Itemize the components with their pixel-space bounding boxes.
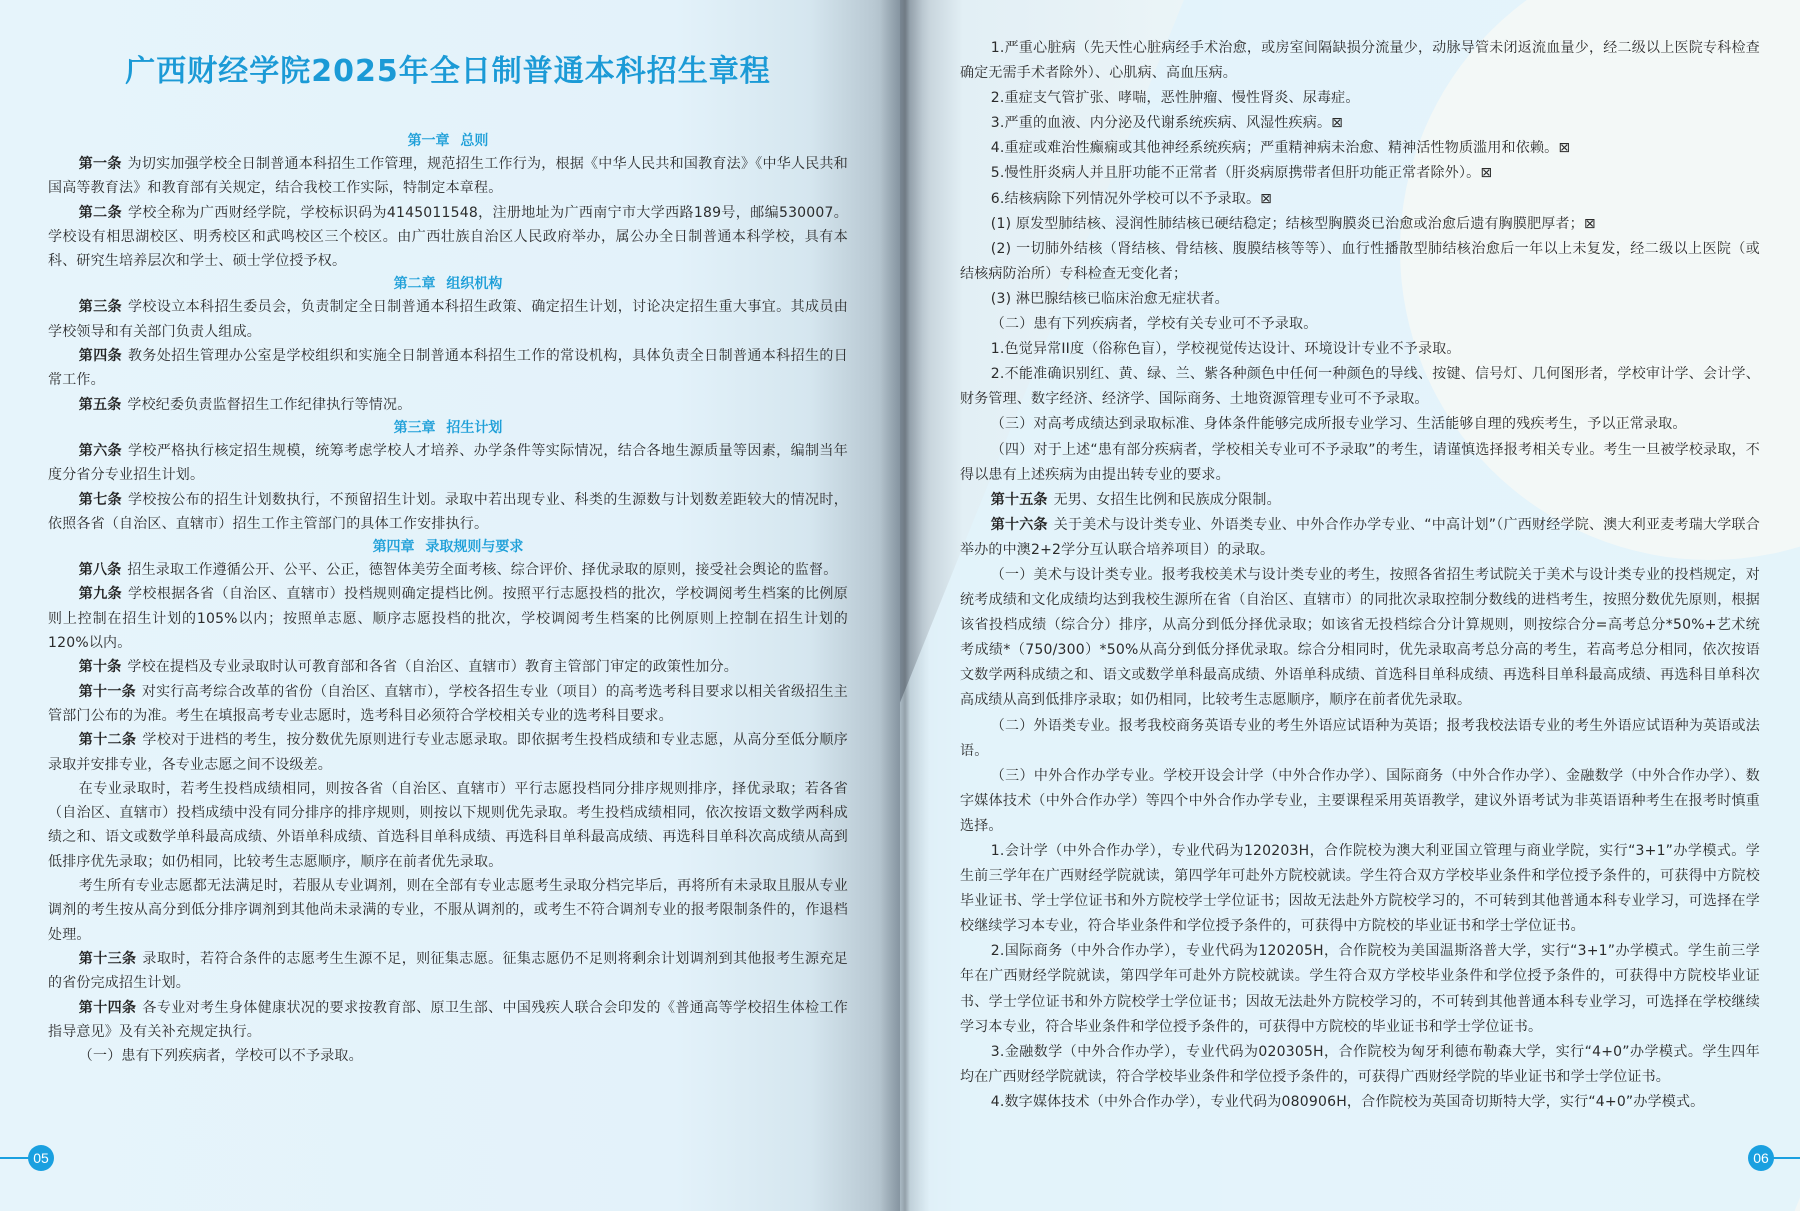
article-label: 第三条 bbox=[78, 299, 123, 316]
paragraph-text: （二）外语类专业。报考我校商务英语专业的考生外语应试语种为英语；报考我校法语专业的考生外语应试语种为英语或法语。 bbox=[960, 717, 1760, 759]
right-page-body bbox=[960, 36, 1760, 1115]
paragraph bbox=[960, 136, 1760, 161]
paragraph bbox=[48, 777, 848, 874]
article-paragraph bbox=[48, 680, 848, 729]
paragraph bbox=[960, 764, 1760, 839]
right-page-content bbox=[960, 36, 1760, 1115]
chapter-heading: 第一章 总则 bbox=[407, 133, 489, 149]
paragraph-text: 5.慢性肝炎病人并且肝功能不正常者（肝炎病原携带者但肝功能正常者除外）。⊠ bbox=[990, 165, 1493, 182]
page-number-line bbox=[0, 1157, 30, 1159]
paragraph-text: （三）对高考成绩达到录取标准、身体条件能够完成所报专业学习、生活能够自理的残疾考生，予以正常录取。 bbox=[990, 416, 1687, 433]
paragraph-text: 关于美术与设计类专业、外语类专业、中外合作办学专业、“中高计划”（广西财经学院、澳大利亚麦考瑞大学联合举办的中澳2+2学分互认联合培养项目）的录取。 bbox=[960, 516, 1760, 558]
document-title: 广西财经学院2025年全日制普通本科招生章程 bbox=[125, 54, 771, 89]
article-label: 第五条 bbox=[78, 396, 122, 413]
paragraph bbox=[960, 839, 1760, 939]
article-paragraph bbox=[48, 996, 848, 1045]
article-paragraph bbox=[48, 947, 848, 996]
paragraph-text: 1.会计学（中外合作办学），专业代码为120203H，合作院校为澳大利亚国立管理与商业学院，实行“3+1”办学模式。学生前三学年在广西财经学院就读，第四学年可赴外方院校就读。学生符合双方学校毕业条件和学位授予条件的，可获得中方院校毕业证书、学士学位证书和外方院校学士学位证书；因故无法赴外方院校学习的，不可转到其他普通本科专业学习，可选择在学校继续学习本专业，符合毕业条件和学位授予条件的，可获得中方院校的毕业证书和学士学位证书。 bbox=[960, 843, 1760, 935]
paragraph-text: (3) 淋巴腺结核已临床治愈无症状者。 bbox=[990, 290, 1229, 307]
article-paragraph bbox=[48, 152, 848, 201]
paragraph bbox=[960, 161, 1760, 186]
article-paragraph bbox=[48, 488, 848, 537]
article-paragraph bbox=[48, 582, 848, 655]
paragraph bbox=[960, 86, 1760, 111]
article-label: 第六条 bbox=[78, 442, 123, 459]
paragraph-text: （一）患有下列疾病者，学校可以不予录取。 bbox=[78, 1048, 363, 1065]
paragraph bbox=[960, 111, 1760, 136]
article-paragraph bbox=[48, 439, 848, 488]
paragraph-text: 3.严重的血液、内分泌及代谢系统疾病、风湿性疾病。⊠ bbox=[990, 115, 1344, 132]
paragraph-text: 2.国际商务（中外合作办学），专业代码为120205H，合作院校为美国温斯洛普大学，实行“3+1”办学模式。学生前三学年在广西财经学院就读，第四学年可赴外方院校就读。学生符合双方学校毕业条件和学位授予条件的，可获得中方院校毕业证书、学士学位证书和外方院校学士学位证书；因故无法赴外方院校学习的，不可转到其他普通本科专业学习，可选择在学校继续学习本专业，符合毕业条件和学位授予条件的，可获得中方院校的毕业证书和学士学位证书。 bbox=[960, 943, 1760, 1035]
article-paragraph bbox=[48, 201, 848, 274]
article-paragraph bbox=[960, 513, 1760, 563]
article-label: 第四条 bbox=[78, 348, 123, 365]
paragraph bbox=[960, 337, 1760, 362]
paragraph-text: （三）中外合作办学专业。学校开设会计学（中外合作办学）、国际商务（中外合作办学）、金融数学（中外合作办学）、数字媒体技术（中外合作办学）等四个中外合作办学专业，主要课程采用英语教学，建议外语考试为非英语语种考生在报考时慎重选择。 bbox=[960, 767, 1760, 834]
paragraph-text: (1) 原发型肺结核、浸润性肺结核已硬结稳定；结核型胸膜炎已治愈或治愈后遗有胸膜肥厚者；⊠ bbox=[990, 215, 1596, 232]
paragraph-text: （一）美术与设计类专业。报考我校美术与设计类专业的考生，按照各省招生考试院关于美术与设计类专业的投档规定，对统考成绩和文化成绩均达到我校生源所在省（自治区、直辖市）的同批次录取控制分数线的进档考生，按照分数优先原则，根据该省投档成绩（综合分）排序，从高分到低分择优录取；如该省无投档综合分计算规则，则按综合分=高考总分*50%+艺术统考成绩*（750/300）*50%从高分到低分择优录取。综合分相同时，优先录取高考总分高的考生，若高考总分相同，依次按语文数学两科成绩之和、语文或数学单科最高成绩、外语单科成绩、首选科目单科成绩、再选科目单科最高成绩、再选科目单科次高成绩从高到低排序录取；如仍相同，比较考生志愿顺序，顺序在前者优先录取。 bbox=[960, 566, 1760, 709]
paragraph bbox=[960, 438, 1760, 488]
paragraph-text: 3.金融数学（中外合作办学），专业代码为020305H，合作院校为匈牙利德布勒森大学，实行“4+0”办学模式。学生四年均在广西财经学院就读，符合学校毕业条件和学位授予条件的，可获得广西财经学院的毕业证书和学士学位证书。 bbox=[960, 1043, 1760, 1085]
paragraph-text: 对实行高考综合改革的省份（自治区、直辖市），学校各招生专业（项目）的高考选考科目要求以相关省级招生主管部门公布的为准。考生在填报高考专业志愿时，选考科目必须符合学校相关专业的选考科目要求。 bbox=[48, 683, 848, 724]
paragraph-text: 学校严格执行核定招生规模，统筹考虑学校人才培养、办学条件等实际情况，结合各地生源质量等因素，编制当年度分省分专业招生计划。 bbox=[48, 442, 848, 484]
paragraph bbox=[960, 287, 1760, 312]
paragraph-text: 各专业对考生身体健康状况的要求按教育部、原卫生部、中国残疾人联合会印发的《普通高等学校招生体检工作指导意见》及有关补充规定执行。 bbox=[48, 999, 848, 1040]
chapter-heading: 第四章 录取规则与要求 bbox=[372, 539, 524, 556]
paragraph-text: 4.重症或难治性癫痫或其他神经系统疾病；严重精神病未治愈、精神活性物质滥用和依赖。⊠ bbox=[990, 140, 1571, 157]
paragraph-text: 学校在提档及专业录取时认可教育部和各省（自治区、直辖市）教育主管部门审定的政策性加分。 bbox=[127, 659, 739, 676]
paragraph-text: 为切实加强学校全日制普通本科招生工作管理，规范招生工作行为，根据《中华人民共和国教育法》《中华人民共和国高等教育法》和教育部有关规定，结合我校工作实际，特制定本章程。 bbox=[48, 156, 848, 197]
paragraph bbox=[48, 874, 848, 947]
paragraph-text: 录取时，若符合条件的志愿考生生源不足，则征集志愿。征集志愿仍不足则将剩余计划调剂到其他报考生源充足的省份完成招生计划。 bbox=[48, 950, 848, 992]
paragraph-text: 2.重症支气管扩张、哮喘，恶性肿瘤、慢性肾炎、尿毒症。 bbox=[990, 90, 1360, 107]
paragraph-text: (2) 一切肺外结核（肾结核、骨结核、腹膜结核等等）、血行性播散型肺结核治愈后一年以上未复发，经二级以上医院（或结核病防治所）专科检查无变化者； bbox=[960, 240, 1760, 282]
paragraph-text: 学校按公布的招生计划数执行，不预留招生计划。录取中若出现专业、科类的生源数与计划数差距较大的情况时，依照各省（自治区、直辖市）招生工作主管部门的具体工作安排执行。 bbox=[48, 491, 848, 532]
paragraph-text: 学校纪委负责监督招生工作纪律执行等情况。 bbox=[127, 396, 412, 413]
paragraph-text: 考生所有专业志愿都无法满足时，若服从专业调剂，则在全部有专业志愿考生录取分档完毕后，再将所有未录取且服从专业调剂的考生按从高分到低分排序调剂到其他尚未录满的专业，不服从调剂的，或考生不符合调剂专业的报考限制条件的，作退档处理。 bbox=[48, 878, 848, 943]
article-label: 第十五条 bbox=[990, 491, 1048, 508]
article-paragraph bbox=[48, 728, 848, 777]
paragraph-text: 6.结核病除下列情况外学校可以不予录取。⊠ bbox=[990, 190, 1273, 207]
article-label: 第十六条 bbox=[990, 516, 1048, 533]
paragraph-text: 无男、女招生比例和民族成分限制。 bbox=[1053, 491, 1281, 508]
article-paragraph bbox=[48, 344, 848, 393]
article-paragraph bbox=[960, 488, 1760, 513]
article-paragraph bbox=[48, 295, 848, 344]
paragraph-text: 4.数字媒体技术（中外合作办学），专业代码为080906H，合作院校为英国奇切斯特大学，实行“4+0”办学模式。 bbox=[990, 1093, 1705, 1110]
paragraph bbox=[960, 939, 1760, 1039]
article-label: 第一条 bbox=[78, 156, 122, 172]
paragraph bbox=[48, 1044, 848, 1068]
article-paragraph bbox=[48, 655, 848, 679]
paragraph-text: （四）对于上述“患有部分疾病者，学校相关专业可不予录取”的考生，请谨慎选择报考相关专业。考生一旦被学校录取，不得以患有上述疾病为由提出转专业的要求。 bbox=[960, 441, 1760, 483]
paragraph-text: 招生录取工作遵循公开、公平、公正，德智体美劳全面考核、综合评价、择优录取的原则，接受社会舆论的监督。 bbox=[127, 562, 838, 579]
article-label: 第二条 bbox=[78, 204, 122, 221]
article-label: 第十一条 bbox=[78, 683, 136, 700]
article-label: 第十二条 bbox=[78, 732, 137, 749]
paragraph-text: 学校全称为广西财经学院，学校标识码为4145011548，注册地址为广西南宁市大学西路189号，邮编530007。学校设有相思湖校区、明秀校区和武鸣校区三个校区。由广西壮族自治区人民政府举办，属公办全日制普通本科学校，具有本科、研究生培养层次和学士、硕士学位授予权。 bbox=[48, 204, 848, 270]
paragraph bbox=[960, 212, 1760, 237]
paragraph-text: 学校设立本科招生委员会，负责制定全日制普通本科招生政策、确定招生计划，讨论决定招生重大事宜。其成员由学校领导和有关部门负责人组成。 bbox=[48, 299, 848, 340]
paragraph bbox=[960, 362, 1760, 412]
article-label: 第十条 bbox=[78, 659, 122, 676]
page-number-badge: 06 bbox=[1748, 1145, 1774, 1171]
paragraph bbox=[960, 237, 1760, 287]
article-label: 第十四条 bbox=[78, 999, 137, 1016]
paragraph bbox=[960, 412, 1760, 437]
paragraph bbox=[960, 1040, 1760, 1090]
page-number-line bbox=[1772, 1157, 1800, 1159]
article-label: 第九条 bbox=[78, 586, 123, 603]
paragraph-text: 学校根据各省（自治区、直辖市）投档规则确定提档比例。按照平行志愿投档的批次，学校调阅考生档案的比例原则上控制在招生计划的105%以内；按照单志愿、顺序志愿投档的批次，学校调阅考生档案的比例原则上控制在招生计划的120%以内。 bbox=[48, 586, 848, 652]
paragraph-text: 1.色觉异常II度（俗称色盲），学校视觉传达设计、环境设计专业不予录取。 bbox=[990, 341, 1461, 358]
article-paragraph bbox=[48, 558, 848, 582]
left-page-content bbox=[48, 40, 848, 1068]
article-label: 第八条 bbox=[78, 562, 122, 579]
chapter-heading: 第二章 组织机构 bbox=[393, 276, 503, 293]
paragraph-text: 在专业录取时，若考生投档成绩相同，则按各省（自治区、直辖市）平行志愿投档同分排序规则排序，择优录取；若各省（自治区、直辖市）投档成绩中没有同分排序的排序规则，则按以下规则优先录取。考生投档成绩相同，依次按语文数学两科成绩之和、语文或数学单科最高成绩、外语单科成绩、首选科目单科成绩、再选科目单科最高成绩、再选科目单科次高成绩从高到低排序优先录取；如仍相同，比较考生志愿顺序，顺序在前者优先录取。 bbox=[48, 780, 848, 870]
article-label: 第十三条 bbox=[78, 950, 137, 967]
paragraph bbox=[960, 1090, 1760, 1115]
paragraph-text: （二）患有下列疾病者，学校有关专业可不予录取。 bbox=[990, 316, 1318, 333]
article-label: 第七条 bbox=[78, 491, 123, 508]
chapter-heading: 第三章 招生计划 bbox=[393, 419, 503, 436]
paragraph bbox=[960, 714, 1760, 764]
paragraph bbox=[960, 312, 1760, 337]
page-06 bbox=[900, 0, 1800, 1211]
page-number-badge: 05 bbox=[28, 1145, 54, 1171]
paragraph bbox=[960, 563, 1760, 714]
paragraph-text: 学校对于进档的考生，按分数优先原则进行专业志愿录取。即依据考生投档成绩和专业志愿，从高分至低分顺序录取并安排专业，各专业志愿之间不设级差。 bbox=[48, 732, 848, 773]
left-page-body bbox=[48, 130, 848, 1068]
paragraph-text: 1.严重心脏病（先天性心脏病经手术治愈，或房室间隔缺损分流量少，动脉导管未闭返流血量少，经二级以上医院专科检查确定无需手术者除外）、心肌病、高血压病。 bbox=[960, 40, 1760, 82]
article-paragraph bbox=[48, 393, 848, 417]
paragraph-text: 教务处招生管理办公室是学校组织和实施全日制普通本科招生工作的常设机构，具体负责全日制普通本科招生的日常工作。 bbox=[48, 348, 848, 389]
paragraph bbox=[960, 36, 1760, 86]
paragraph bbox=[960, 187, 1760, 212]
paragraph-text: 2.不能准确识别红、黄、绿、兰、紫各种颜色中任何一种颜色的导线、按键、信号灯、几何图形者，学校审计学、会计学、财务管理、数字经济、经济学、国际商务、土地资源管理专业可不予录取。 bbox=[960, 366, 1760, 408]
